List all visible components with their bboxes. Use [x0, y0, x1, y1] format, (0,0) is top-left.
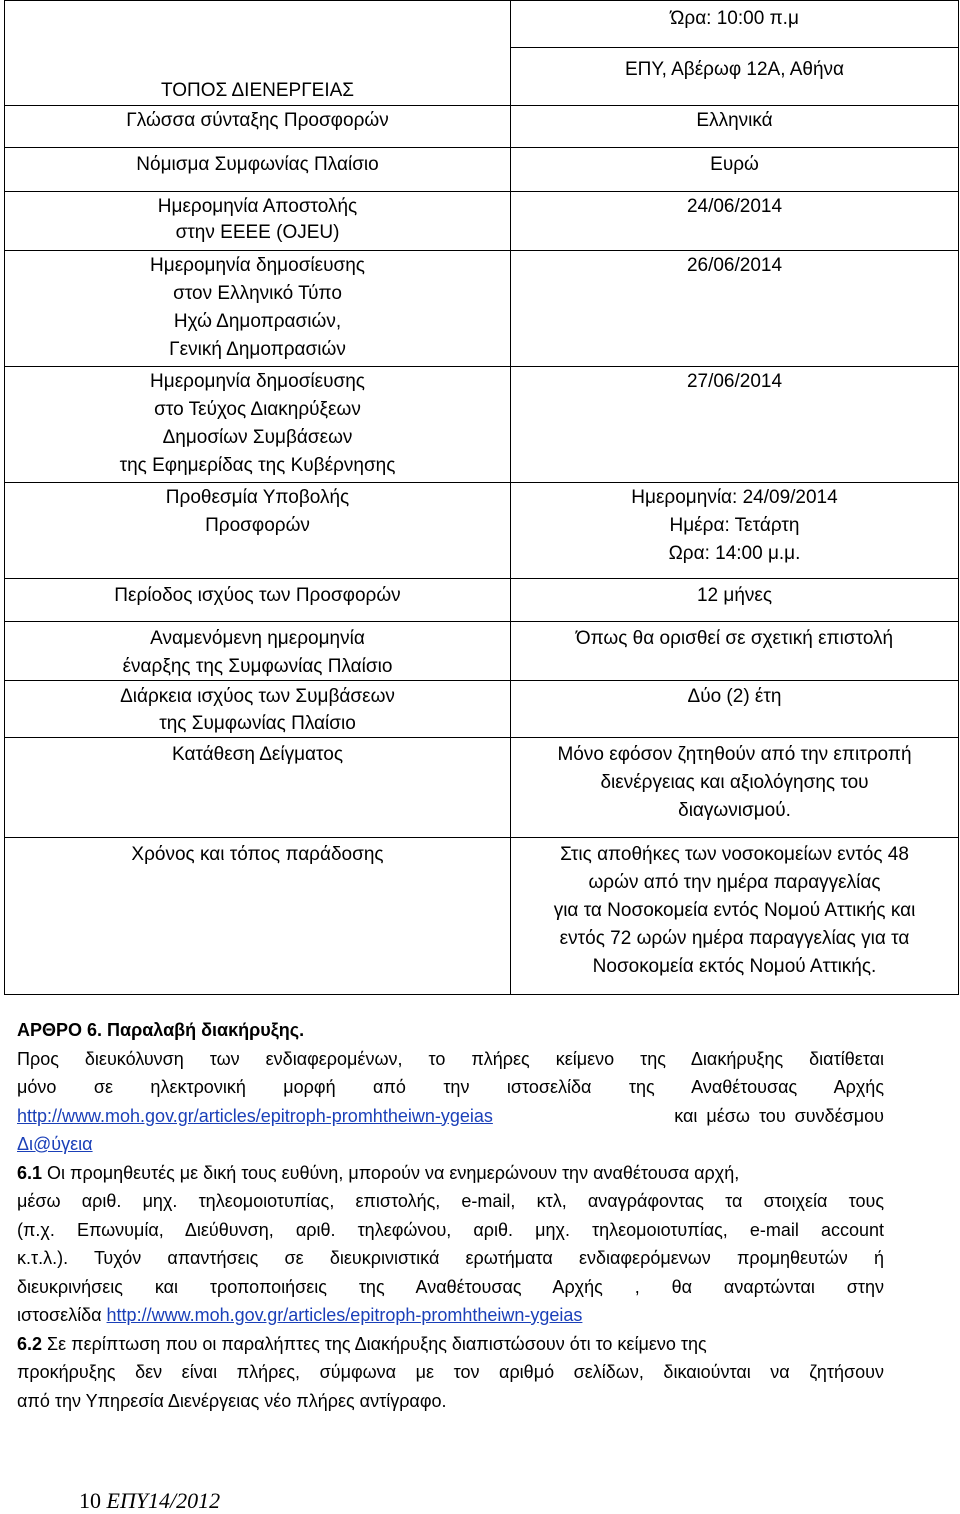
- page-number: 10: [79, 1488, 101, 1513]
- value-duration: Δύο (2) έτη: [687, 686, 782, 707]
- table-cell-right: [511, 106, 959, 148]
- label-place: ΤΟΠΟΣ ΔΙΕΝΕΡΓΕΙΑΣ: [160, 80, 355, 101]
- table-cell-left: [5, 251, 511, 367]
- section-6-1-line: κ.τ.λ.). Τυχόν απαντήσεις σε διευκρινιστικά ερωτήματα ενδιαφερόμενων προμηθευτών ή: [17, 1248, 884, 1268]
- article-heading: ΑΡΘΡΟ 6. Παραλαβή διακήρυξης.: [17, 1020, 305, 1040]
- label-press-line1: Ημερομηνία δημοσίευσης: [150, 255, 365, 276]
- table-cell-left: [5, 622, 511, 681]
- value-delivery-line5: Νοσοκομεία εκτός Νομού Αττικής.: [592, 956, 877, 977]
- document-code: ΕΠΥ14/2012: [106, 1488, 221, 1513]
- label-deadline-line1: Προθεσμία Υποβολής: [165, 487, 350, 508]
- table-cell-right: [511, 622, 959, 681]
- tender-details-table: [4, 0, 959, 995]
- label-currency: Νόμισμα Συμφωνίας Πλαίσιο: [136, 154, 379, 175]
- value-gazette-date: 27/06/2014: [686, 371, 783, 392]
- value-delivery-line2: ωρών από την ημέρα παραγγελίας: [588, 872, 881, 893]
- value-start: Όπως θα ορισθεί σε σχετική επιστολή: [575, 628, 894, 649]
- article-paragraph-line: [17, 1102, 884, 1131]
- table-cell-right: [511, 367, 959, 483]
- label-sample: Κατάθεση Δείγματος: [172, 744, 343, 765]
- label-press-line4: Γενική Δημοπρασιών: [169, 339, 346, 360]
- value-press-date: 26/06/2014: [686, 255, 783, 276]
- section-6-1-text: ιστοσελίδα: [17, 1305, 107, 1325]
- table-cell-right: [511, 579, 959, 622]
- value-place: ΕΠΥ, Αβέρωφ 12Α, Αθήνα: [624, 59, 845, 80]
- article-6: [17, 1016, 884, 1415]
- label-gazette-line1: Ημερομηνία δημοσίευσης: [150, 371, 365, 392]
- table-cell-left: [5, 838, 511, 995]
- value-currency: Ευρώ: [710, 154, 759, 175]
- section-6-1-line: διευκρινήσεις και τροποποιήσεις της Αναθέτουσας Αρχής , θα αναρτώνται στην: [17, 1276, 884, 1297]
- value-deadline-date: Ημερομηνία: 24/09/2014: [631, 487, 838, 508]
- label-gazette-line2: στο Τεύχος Διακηρύξεων: [154, 399, 361, 420]
- page-footer: [79, 1488, 220, 1514]
- label-gazette-line3: Δημοσίων Συμβάσεων: [162, 427, 353, 448]
- table-cell-place: [511, 48, 959, 106]
- section-6-1-text: Οι προμηθευτές με δική τους ευθύνη, μπορούν να ενημερώνουν την αναθέτουσα αρχή,: [42, 1162, 740, 1183]
- table-cell-right: [511, 738, 959, 838]
- moh-link[interactable]: http://www.moh.gov.gr/articles/epitroph-promhtheiwn-ygeias: [17, 1105, 493, 1126]
- table-cell-left: [5, 367, 511, 483]
- section-6-1-line: [17, 1301, 884, 1330]
- table-cell-left: [5, 148, 511, 192]
- table-cell-time: [511, 1, 959, 48]
- section-6-2-line: προκήρυξης δεν είναι πλήρες, σύμφωνα με τον αριθμό σελίδων, δικαιούνται να ζητήσουν: [17, 1362, 884, 1382]
- diavgeia-link[interactable]: Δι@ύγεια: [17, 1134, 93, 1154]
- table-cell-right: [511, 192, 959, 251]
- article-paragraph-line: [17, 1130, 884, 1159]
- section-6-1-number: 6.1: [17, 1162, 43, 1183]
- table-cell-right: [511, 838, 959, 995]
- value-ojeu-date: 24/06/2014: [686, 196, 783, 217]
- section-6-2-text: Σε περίπτωση που οι παραλήπτες της Διακήρυξης διαπιστώσουν ότι το κείμενο της: [42, 1333, 707, 1354]
- article-paragraph-line: Προς διευκόλυνση των ενδιαφερομένων, το πλήρες κείμενο της Διακήρυξης διατίθεται: [17, 1048, 884, 1069]
- table-cell-right: [511, 148, 959, 192]
- moh-link-2[interactable]: http://www.moh.gov.gr/articles/epitroph-promhtheiwn-ygeias: [106, 1305, 583, 1325]
- section-6-2-line: από την Υπηρεσία Διενέργειας νέο πλήρες αντίγραφο.: [17, 1390, 447, 1411]
- section-6-1-line: μέσω αριθ. μηχ. τηλεομοιοτυπίας, επιστολής, e-mail, κτλ, αναγράφοντας τα στοιχεία τους: [17, 1191, 884, 1211]
- table-cell-right: [511, 251, 959, 367]
- label-start-line2: έναρξης της Συμφωνίας Πλαίσιο: [122, 656, 393, 677]
- table-cell-right: [511, 681, 959, 738]
- value-sample-line1: Μόνο εφόσον ζητηθούν από την επιτροπή: [557, 744, 912, 765]
- value-delivery-line1: Στις αποθήκες των νοσοκομείων εντός 48: [560, 844, 909, 865]
- table-cell-left-empty: [5, 1, 511, 106]
- article-paragraph-line: μόνο σε ηλεκτρονική μορφή από την ιστοσελίδα της Αναθέτουσας Αρχής: [17, 1077, 884, 1097]
- value-delivery-line3: για τα Νοσοκομεία εντός Νομού Αττικής και: [553, 900, 916, 921]
- label-ojeu-line2: στην ΕΕΕΕ (OJEU): [175, 222, 340, 243]
- label-ojeu-line1: Ημερομηνία Αποστολής: [157, 196, 358, 217]
- section-6-2-number: 6.2: [17, 1333, 43, 1354]
- label-press-line2: στον Ελληνικό Τύπο: [173, 283, 342, 304]
- label-delivery: Χρόνος και τόπος παράδοσης: [131, 844, 384, 865]
- value-delivery-line4: εντός 72 ωρών ημέρα παραγγελίας για τα: [559, 928, 910, 949]
- label-start-line1: Αναμενόμενη ημερομηνία: [150, 628, 365, 649]
- label-deadline-line2: Προσφορών: [205, 515, 310, 536]
- table-cell-left: [5, 106, 511, 148]
- label-validity: Περίοδος ισχύος των Προσφορών: [114, 585, 401, 606]
- label-duration-line1: Διάρκεια ισχύος των Συμβάσεων: [120, 686, 395, 707]
- table-cell-left: [5, 738, 511, 838]
- table-cell-left: [5, 192, 511, 251]
- label-duration-line2: της Συμφωνίας Πλαίσιο: [159, 713, 356, 734]
- label-gazette-line4: της Εφημερίδας της Κυβέρνησης: [119, 455, 396, 476]
- value-language: Ελληνικά: [696, 110, 773, 131]
- label-press-line3: Ηχώ Δημοπρασιών,: [173, 311, 342, 332]
- link-suffix-text: και μέσω του συνδέσμου: [674, 1105, 884, 1126]
- table-cell-left: [5, 681, 511, 738]
- section-6-1-line: (π.χ. Επωνυμία, Διεύθυνση, αριθ. τηλεφώνου, αριθ. μηχ. τηλεομοιοτυπίας, e-mail account: [17, 1219, 884, 1240]
- section-6-2-line: [17, 1330, 884, 1359]
- value-deadline-time: Ωρα: 14:00 μ.μ.: [668, 543, 801, 564]
- section-6-1-line: [17, 1159, 884, 1188]
- value-deadline-day: Ημέρα: Τετάρτη: [669, 515, 800, 536]
- value-sample-line3: διαγωνισμού.: [678, 800, 791, 821]
- label-language: Γλώσσα σύνταξης Προσφορών: [126, 110, 389, 131]
- table-cell-right: [511, 483, 959, 579]
- value-sample-line2: διενέργειας και αξιολόγησης του: [600, 772, 869, 793]
- table-cell-left: [5, 579, 511, 622]
- value-time: Ώρα: 10:00 π.μ: [670, 8, 799, 29]
- value-validity: 12 μήνες: [696, 585, 773, 606]
- table-cell-left: [5, 483, 511, 579]
